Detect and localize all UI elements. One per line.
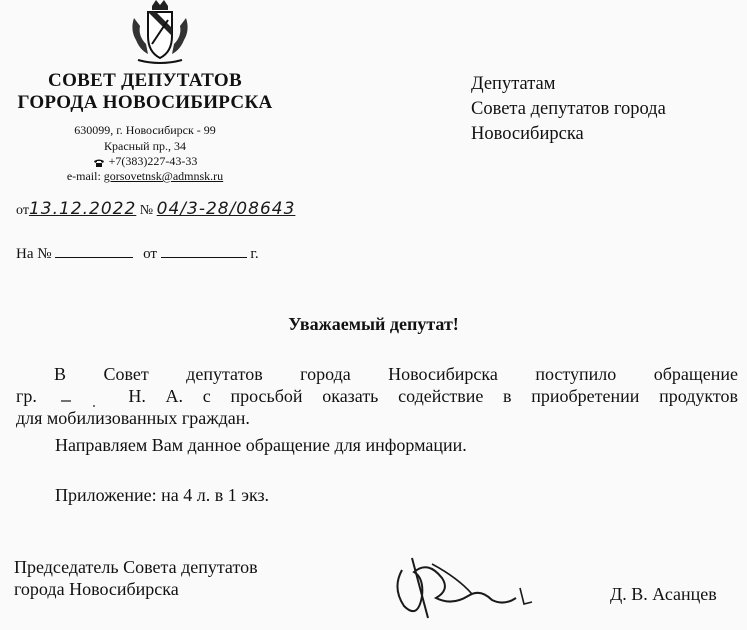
ref-date: 13.12.2022 xyxy=(28,199,137,219)
incoming-date-blank xyxy=(161,243,247,258)
signatory-title-line2: города Новосибирска xyxy=(14,579,179,599)
incoming-from-label: от xyxy=(143,246,157,262)
phone-icon xyxy=(93,158,105,167)
email-link[interactable]: gorsovetnsk@admnsk.ru xyxy=(103,169,224,183)
incoming-reference xyxy=(16,243,259,263)
body-paragraph1-line1: В Совет депутатов города Новосибирска поступило обращение xyxy=(54,364,738,384)
incoming-na-label: На № xyxy=(16,246,52,262)
org-name-line1: СОВЕТ ДЕПУТАТОВ xyxy=(48,70,242,91)
body-paragraph1-line2-text: Н. А. с просьбой оказать содействие в приобретении продуктов xyxy=(128,386,739,406)
city-coat-of-arms-icon xyxy=(128,0,192,66)
attachment-note: Приложение: на 4 л. в 1 экз. xyxy=(55,485,270,505)
recipient-line2: Совета депутатов города xyxy=(471,99,666,119)
outgoing-reference xyxy=(16,199,295,219)
redacted-name xyxy=(57,392,109,404)
incoming-number-blank xyxy=(55,243,133,258)
recipient-line1: Депутатам xyxy=(471,74,556,94)
ref-from-label: от xyxy=(16,203,29,218)
email-label: e-mail: xyxy=(66,169,101,183)
recipient-line3: Новосибирска xyxy=(471,124,584,144)
phone-number: +7(383)227-43-33 xyxy=(108,154,198,168)
body-paragraph1-line3: для мобилизованных граждан. xyxy=(16,408,250,428)
body-paragraph2: Направляем Вам данное обращение для информации. xyxy=(55,435,467,455)
signatory-title-line1: Председатель Совета депутатов xyxy=(14,557,258,577)
address-line1: 630099, г. Новосибирск - 99 xyxy=(74,123,216,137)
ref-number-label: № xyxy=(139,203,154,218)
salutation: Уважаемый депутат! xyxy=(288,314,459,334)
email-line xyxy=(0,168,290,184)
org-name-line2: ГОРОДА НОВОСИБИРСКА xyxy=(17,92,273,113)
phone-line xyxy=(0,153,290,169)
handwritten-signature xyxy=(388,548,538,628)
signatory-name: Д. В. Асанцев xyxy=(610,584,717,604)
address-line2: Красный пр., 34 xyxy=(104,139,186,153)
citizen-prefix: гр. xyxy=(16,386,37,406)
incoming-year-suffix: г. xyxy=(250,246,259,262)
body-paragraph1-line2 xyxy=(16,385,738,407)
ref-number: 04/3-28/08643 xyxy=(156,199,296,219)
